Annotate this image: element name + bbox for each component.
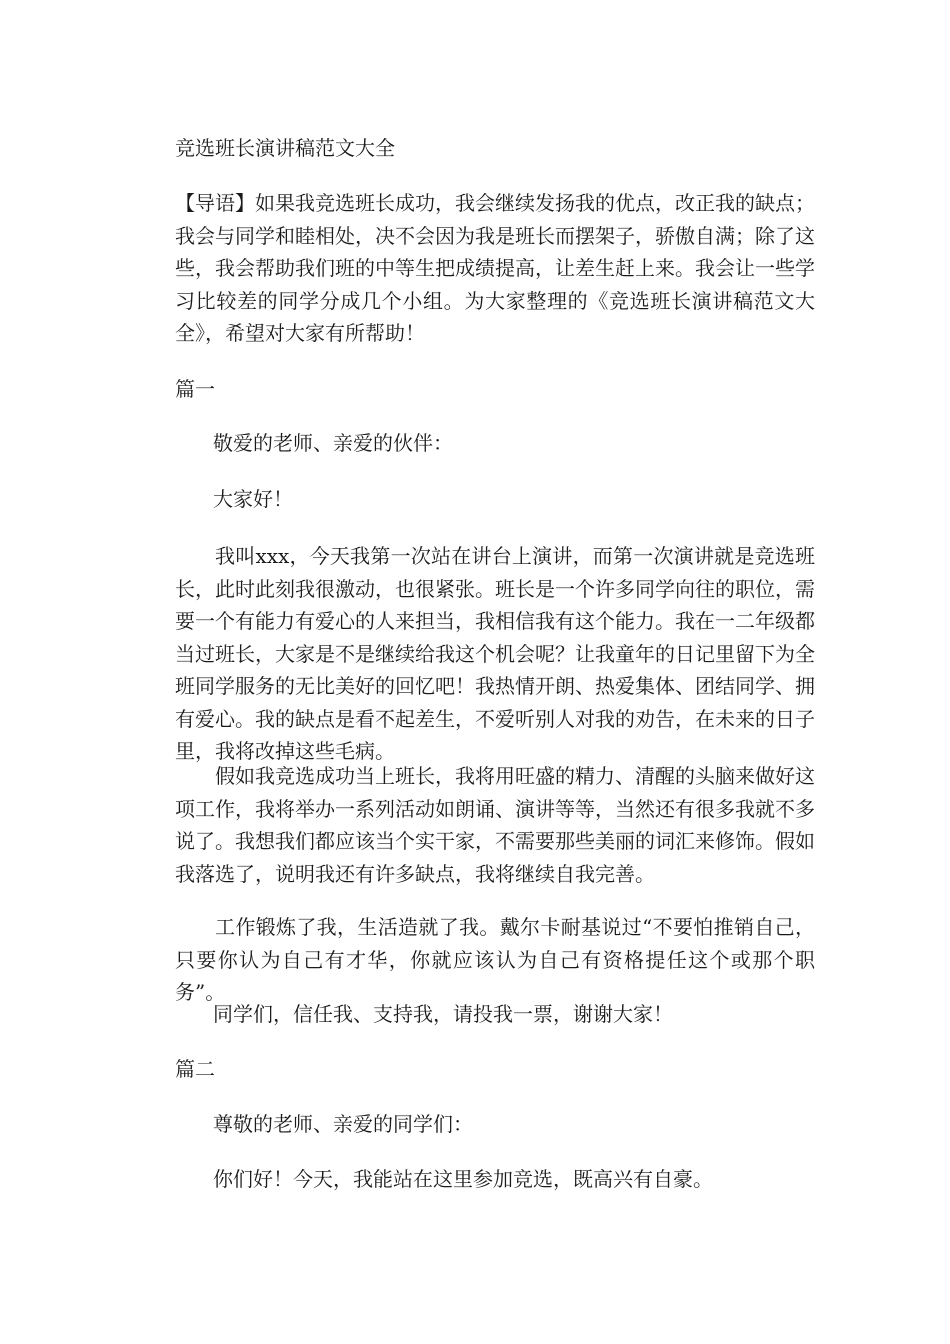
section-heading-2: 篇二 <box>175 1057 215 1081</box>
section-heading-1: 篇一 <box>175 377 215 401</box>
closing-1: 同学们，信任我、支持我，请投我一票，谢谢大家！ <box>213 1002 673 1026</box>
body-paragraph-2: 假如我竞选成功当上班长，我将用旺盛的精力、清醒的头脑来做好这项工作，我将举办一系列活动如朗诵、演讲等等，当然还有很多我就不多说了。我想我们都应该当个实干家，不需要那些美丽的词汇来修饰。假如我落选了，说明我还有许多缺点，我将继续自我完善。 <box>175 764 815 886</box>
opening-2: 你们好！今天，我能站在这里参加竞选，既高兴有自豪。 <box>213 1167 713 1191</box>
greeting-1: 大家好！ <box>213 487 293 511</box>
body-paragraph-3: 工作锻炼了我，生活造就了我。戴尔卡耐基说过“不要怕推销自己，只要你认为自己有才华，你就应该认为自己有资格提任这个或那个职务”。 <box>175 915 815 1004</box>
intro-paragraph: 【导语】如果我竞选班长成功，我会继续发扬我的优点，改正我的缺点；我会与同学和睦相处，决不会因为我是班长而摆架子，骄傲自满；除了这些，我会帮助我们班的中等生把成绩提高，让差生赶上来。我会让一些学习比较差的同学分成几个小组。为大家整理的《竞选班长演讲稿范文大全》，希望对大家有所帮助！ <box>175 191 815 345</box>
body-paragraph-1: 我叫xxx，今天我第一次站在讲台上演讲，而第一次演讲就是竞选班长，此时此刻我很激动，也很紧张。班长是一个许多同学向往的职位，需要一个有能力有爱心的人来担当，我相信我有这个能力。我在一二年级都当过班长，大家是不是继续给我这个机会呢？让我童年的日记里留下为全班同学服务的无比美好的回忆吧！我热情开朗、热爱集体、团结同学、拥有爱心。我的缺点是看不起差生，不爱听别人对我的劝告，在未来的日子里，我将改掉这些毛病。 <box>175 544 815 763</box>
document-title: 竞选班长演讲稿范文大全 <box>175 136 395 160</box>
salutation-2: 尊敬的老师、亲爱的同学们： <box>213 1112 473 1136</box>
salutation-1: 敬爱的老师、亲爱的伙伴： <box>213 431 453 455</box>
